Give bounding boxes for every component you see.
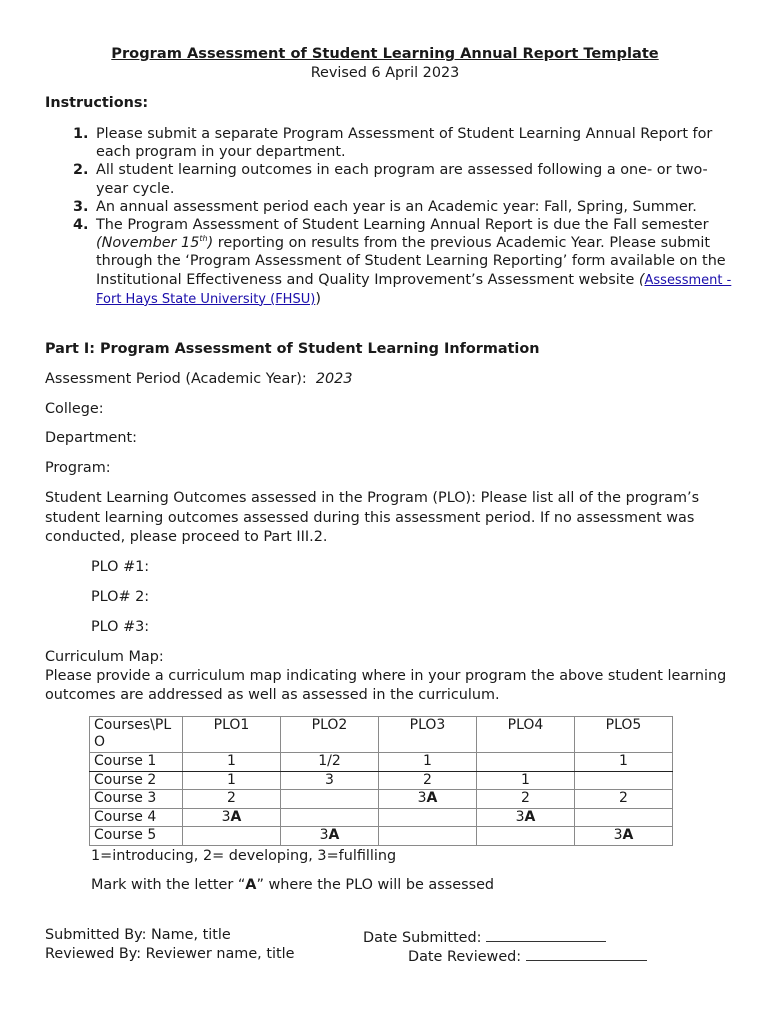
assessment-period-field[interactable] [45, 371, 352, 387]
table-cell[interactable] [477, 827, 575, 846]
table-cell[interactable] [477, 753, 575, 772]
table-row [90, 753, 673, 772]
college-field[interactable]: College: [45, 401, 104, 417]
instruction-item [73, 161, 733, 197]
level: 3 [319, 827, 329, 844]
table-cell[interactable] [575, 808, 673, 827]
instruction-item [73, 198, 733, 216]
table-cell[interactable] [575, 771, 673, 790]
table-cell[interactable] [379, 808, 477, 827]
level: 2 [423, 771, 432, 788]
curriculum-map-instructions: Please provide a curriculum map indicating where in your program the above student learning outcomes are addressed as well as assessed in the curriculum. [45, 668, 727, 703]
instruction-number: 4. [73, 217, 89, 234]
assessment-website-link[interactable]: Assessment - Fort Hays State University (FHSU) [96, 272, 732, 307]
level: 2 [227, 790, 236, 807]
table-row [90, 771, 673, 790]
table-cell[interactable] [575, 827, 673, 846]
date-reviewed-field[interactable] [408, 946, 647, 965]
table-row [90, 808, 673, 827]
level: 3 [221, 808, 231, 825]
due-date-text: (November 15 [96, 235, 200, 252]
table-cell[interactable] [477, 790, 575, 809]
plo-2-field[interactable]: PLO# 2: [91, 589, 150, 605]
table-cell[interactable] [575, 790, 673, 809]
part1-heading: Part I: Program Assessment of Student Learning Information [45, 341, 540, 357]
assessed-mark: A [622, 827, 634, 844]
level: 3 [325, 771, 334, 788]
column-header-plo2: PLO2 [281, 717, 379, 753]
level: 1/2 [318, 753, 341, 769]
course-name: Course 4 [90, 808, 183, 827]
assessed-mark: A [230, 808, 242, 825]
table-cell[interactable] [379, 827, 477, 846]
assessed-mark: A [328, 827, 340, 844]
assessed-mark: A [426, 790, 438, 807]
plo-3-field[interactable]: PLO #3: [91, 619, 150, 635]
date-submitted-field[interactable] [363, 927, 606, 946]
instructions-heading: Instructions: [45, 95, 149, 111]
column-header-plo4: PLO4 [477, 717, 575, 753]
instruction-item [73, 216, 733, 309]
link-paren-close: ) [315, 290, 321, 307]
date-submitted-line[interactable] [486, 927, 606, 942]
level: 1 [619, 753, 628, 769]
level: 3 [515, 808, 525, 825]
instruction-text: An annual assessment period each year is an Academic year: Fall, Spring, Summer. [96, 198, 697, 215]
level: 2 [521, 790, 530, 807]
assessed-mark: A [524, 808, 536, 825]
revision-date: Revised 6 April 2023 [310, 65, 460, 81]
note-text: ” where the PLO will be assessed [256, 877, 495, 893]
due-date-close: ) [207, 235, 214, 252]
table-cell[interactable] [281, 753, 379, 772]
level: 3 [417, 790, 427, 807]
table-row [90, 790, 673, 809]
level: 1 [423, 753, 432, 769]
table-cell[interactable] [183, 790, 281, 809]
table-header-row [90, 717, 673, 753]
instruction-text: All student learning outcomes in each program are assessed following a one- or two-year cycle. [96, 162, 708, 197]
course-name: Course 1 [90, 753, 183, 772]
document-title: Program Assessment of Student Learning Annual Report Template [111, 45, 659, 62]
assessment-period-label: Assessment Period (Academic Year): [45, 371, 307, 387]
due-date [96, 235, 213, 251]
table-cell[interactable] [477, 808, 575, 827]
table-cell[interactable] [281, 808, 379, 827]
corner-header: Courses\PLO [90, 717, 183, 753]
table-cell[interactable] [183, 771, 281, 790]
table-cell[interactable] [183, 827, 281, 846]
table-cell[interactable] [379, 790, 477, 809]
table-cell[interactable] [183, 808, 281, 827]
instruction-number: 3. [73, 198, 89, 215]
reviewed-by-field[interactable]: Reviewed By: Reviewer name, title [45, 946, 295, 962]
table-cell[interactable] [477, 771, 575, 790]
plo-1-field[interactable]: PLO #1: [91, 559, 150, 575]
table-cell[interactable] [575, 753, 673, 772]
assessment-mark-note [91, 877, 494, 893]
level: 1 [521, 771, 530, 788]
instructions-list [73, 125, 733, 309]
course-name: Course 5 [90, 827, 183, 846]
column-header-plo1: PLO1 [183, 717, 281, 753]
link-paren-open: ( [638, 271, 645, 288]
assessment-period-value: 2023 [315, 371, 353, 387]
column-header-plo3: PLO3 [379, 717, 477, 753]
instruction-text-part: reporting on results from the previous Academic Year. Please submit through the ‘Program Assessment of Student Learning Reporting’ form available on the Institutional Effectiveness and Quality Improvement’s Assessment website [96, 235, 726, 288]
level: 1 [227, 771, 236, 788]
instruction-text [96, 216, 733, 309]
curriculum-map-label: Curriculum Map: [45, 649, 164, 665]
note-letter: A [245, 877, 257, 893]
curriculum-map-table [89, 716, 673, 846]
level: 3 [613, 827, 623, 844]
column-header-plo5: PLO5 [575, 717, 673, 753]
instruction-text: Please submit a separate Program Assessment of Student Learning Annual Report for each program in your department. [96, 126, 713, 161]
department-field[interactable]: Department: [45, 430, 137, 446]
table-cell[interactable] [281, 827, 379, 846]
instruction-number: 2. [73, 162, 89, 179]
table-cell[interactable] [281, 771, 379, 790]
note-text: Mark with the letter “ [91, 877, 246, 893]
table-cell[interactable] [379, 753, 477, 772]
table-cell[interactable] [379, 771, 477, 790]
instruction-number: 1. [73, 126, 89, 142]
course-name: Course 2 [90, 771, 183, 790]
due-date-suffix: th [199, 234, 208, 244]
level-legend: 1=introducing, 2= developing, 3=fulfilling [91, 848, 397, 864]
table-cell[interactable] [183, 753, 281, 772]
submitted-by-field[interactable]: Submitted By: Name, title [45, 927, 231, 943]
table-row [90, 827, 673, 846]
date-reviewed-label: Date Reviewed: [408, 949, 522, 965]
instruction-item [73, 125, 733, 161]
program-field[interactable]: Program: [45, 460, 111, 476]
course-name: Course 3 [90, 790, 183, 809]
date-submitted-label: Date Submitted: [363, 930, 482, 946]
table-cell[interactable] [281, 790, 379, 809]
level: 1 [227, 753, 236, 769]
slo-instructions: Student Learning Outcomes assessed in the Program (PLO): Please list all of the program’s student learning outcomes assessed during this assessment period. If no assessment was conducted, please proceed to Part III.2. [45, 490, 700, 545]
instruction-text-part: The Program Assessment of Student Learning Annual Report is due the Fall semester [96, 217, 709, 234]
level: 2 [619, 790, 628, 807]
date-reviewed-line[interactable] [526, 946, 647, 961]
